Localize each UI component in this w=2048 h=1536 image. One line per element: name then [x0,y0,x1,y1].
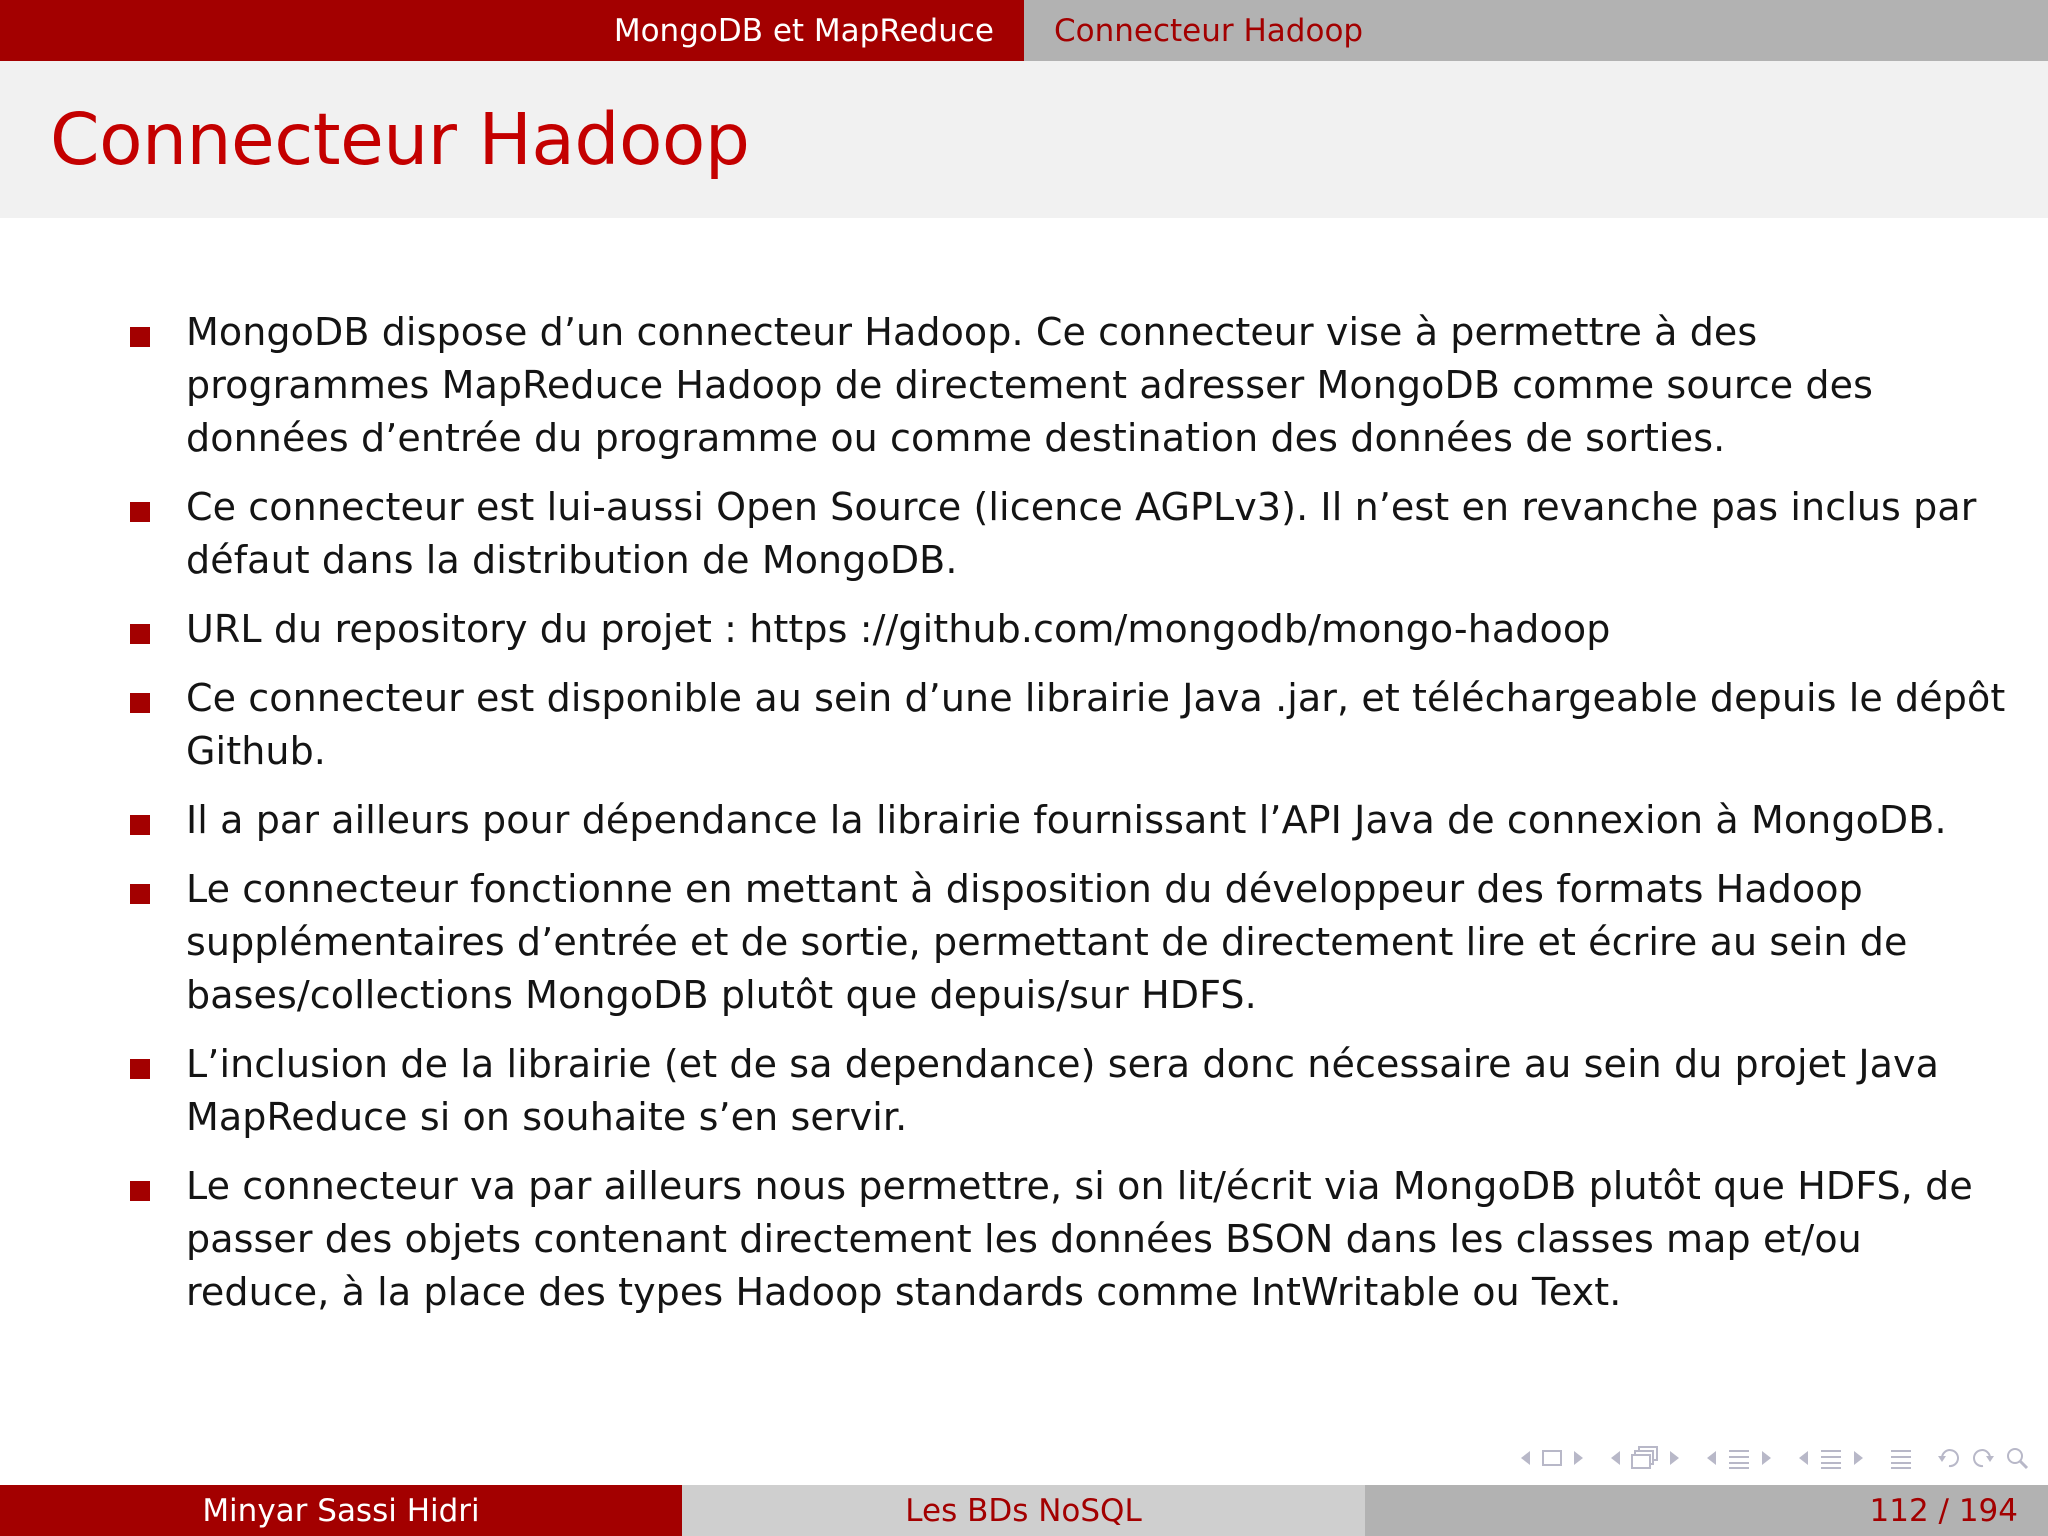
bullet-text: Ce connecteur est disponible au sein d’une librairie Java .jar, et téléchargeable depuis le dépôt Github. [186,676,2006,773]
page-number: 112 / 194 [1869,1492,2018,1529]
slide-nav-group [1518,1448,1586,1468]
bullet-text: Ce connecteur est lui-aussi Open Source (licence AGPLv3). Il n’est en revanche pas inclus par défaut dans la distribution de MongoDB. [186,485,1977,582]
arrow-left-icon[interactable] [1796,1448,1810,1468]
bullet-list [0,306,2048,1319]
bullet-marker [130,1059,150,1079]
slide-title: Connecteur Hadoop [50,98,750,181]
footer-author [0,1485,682,1536]
bullet-item [0,863,2048,1022]
footer-page [1365,1485,2048,1536]
frame-nav-group [1608,1445,1682,1471]
bullet-marker [130,1181,150,1201]
redo-icon[interactable] [1970,1445,1996,1471]
bullet-text: Le connecteur fonctionne en mettant à disposition du développeur des formats Hadoop supplémentaires d’entrée et de sortie, permettant de directement lire et écrire au sein de bases/collections MongoDB plutôt que depuis/sur HDFS. [186,867,1908,1017]
bullet-text: MongoDB dispose d’un connecteur Hadoop. Ce connecteur vise à permettre à des programmes MapReduce Hadoop de directement adresser MongoDB comme source des données d’entrée du programme ou comme destination des données de sorties. [186,310,1873,460]
bullet-item [0,603,2048,656]
bullet-text: Le connecteur va par ailleurs nous permettre, si on lit/écrit via MongoDB plutôt que HDFS, de passer des objets contenant directement les données BSON dans les classes map et/ou reduce, à la place des types Hadoop standards comme IntWritable ou Text. [186,1164,1973,1314]
document-nav-group [1888,1445,1914,1471]
nav-subsection-link[interactable] [1024,0,2048,61]
section-icon[interactable] [1818,1445,1844,1471]
arrow-left-icon[interactable] [1704,1448,1718,1468]
bullet-marker [130,502,150,522]
subsection-nav-group [1704,1445,1774,1471]
bullet-item [0,794,2048,847]
bullet-item [0,1038,2048,1144]
nav-section-label: MongoDB et MapReduce [613,12,994,49]
arrow-right-icon[interactable] [1668,1448,1682,1468]
author-name: Minyar Sassi Hidri [202,1492,480,1529]
nav-section-link[interactable] [0,0,1024,61]
bullet-text: L’inclusion de la librairie (et de sa dependance) sera donc nécessaire au sein du projet Java MapReduce si on souhaite s’en servir. [186,1042,1939,1139]
beamer-navigation-symbols [1518,1440,2030,1476]
document-icon[interactable] [1888,1445,1914,1471]
bullet-item [0,672,2048,778]
bullet-marker [130,693,150,713]
bullet-item [0,1160,2048,1319]
bullet-text: Il a par ailleurs pour dépendance la librairie fournissant l’API Java de connexion à MongoDB. [186,798,1947,842]
undo-icon[interactable] [1936,1445,1962,1471]
bullet-text: URL du repository du projet : https ://github.com/mongodb/mongo-hadoop [186,607,1611,651]
bullet-item [0,481,2048,587]
subsection-icon[interactable] [1726,1445,1752,1471]
top-navigation-bar [0,0,2048,61]
footer-bar [0,1485,2048,1536]
footer-course [682,1485,1365,1536]
arrow-left-icon[interactable] [1518,1448,1532,1468]
search-nav-group [1936,1445,2030,1471]
arrow-right-icon[interactable] [1572,1448,1586,1468]
arrow-right-icon[interactable] [1760,1448,1774,1468]
nav-subsection-label: Connecteur Hadoop [1054,12,1364,49]
course-title: Les BDs NoSQL [905,1492,1142,1529]
arrow-left-icon[interactable] [1608,1448,1622,1468]
section-nav-group [1796,1445,1866,1471]
title-band [0,61,2048,218]
slide-content [0,306,2048,1335]
bullet-marker [130,624,150,644]
bullet-marker [130,327,150,347]
bullet-item [0,306,2048,465]
bullet-marker [130,884,150,904]
arrow-right-icon[interactable] [1852,1448,1866,1468]
slide-frame-icon[interactable] [1540,1448,1564,1468]
bullet-marker [130,815,150,835]
stacked-frames-icon[interactable] [1630,1445,1660,1471]
search-icon[interactable] [2004,1445,2030,1471]
